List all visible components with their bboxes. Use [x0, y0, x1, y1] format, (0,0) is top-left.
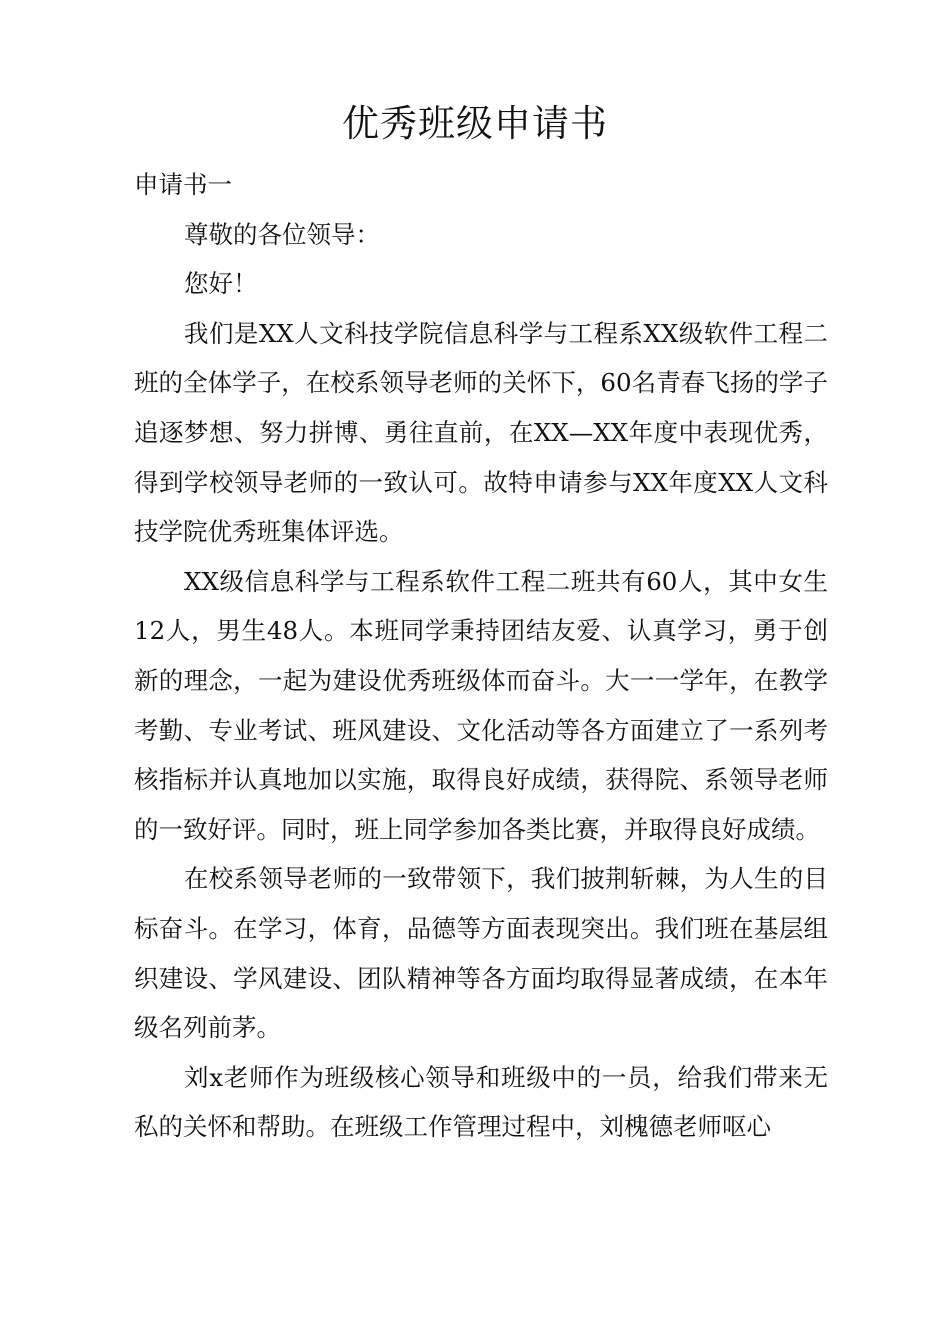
document-body [134, 160, 828, 1152]
body-paragraph: 我们是XX人文科技学院信息科学与工程系XX级软件工程二班的全体学子，在校系领导老师的关怀下，60名青春飞扬的学子追逐梦想、努力拼博、勇往直前，在XX—XX年度中表现优秀，得到学校领导老师的一致认可。故特申请参与XX年度XX人文科技学院优秀班集体评选。 [134, 318, 828, 547]
greeting: 您好！ [184, 269, 258, 299]
body-paragraph: 刘x老师作为班级核心领导和班级中的一员，给我们带来无私的关怀和帮助。在班级工作管理过程中，刘槐德老师呕心 [134, 1062, 828, 1142]
document-title: 优秀班级申请书 [342, 102, 608, 145]
salutation: 尊敬的各位领导： [184, 219, 380, 249]
section-label: 申请书一 [134, 170, 232, 199]
body-paragraph: 在校系领导老师的一致带领下，我们披荆斩棘，为人生的目标奋斗。在学习，体育，品德等方面表现突出。我们班在基层组织建设、学风建设、团队精神等各方面均取得显著成绩，在本年级名列前茅。 [134, 864, 828, 1043]
body-paragraph: XX级信息科学与工程系软件工程二班共有60人，其中女生12人，男生48人。本班同学秉持团结友爱、认真学习，勇于创新的理念，一起为建设优秀班级体而奋斗。大一一学年，在教学考勤、专业考试、班风建设、文化活动等各方面建立了一系列考核指标并认真地加以实施，取得良好成绩，获得院、系领导老师的一致好评。同时，班上同学参加各类比赛，并取得良好成绩。 [134, 566, 828, 844]
